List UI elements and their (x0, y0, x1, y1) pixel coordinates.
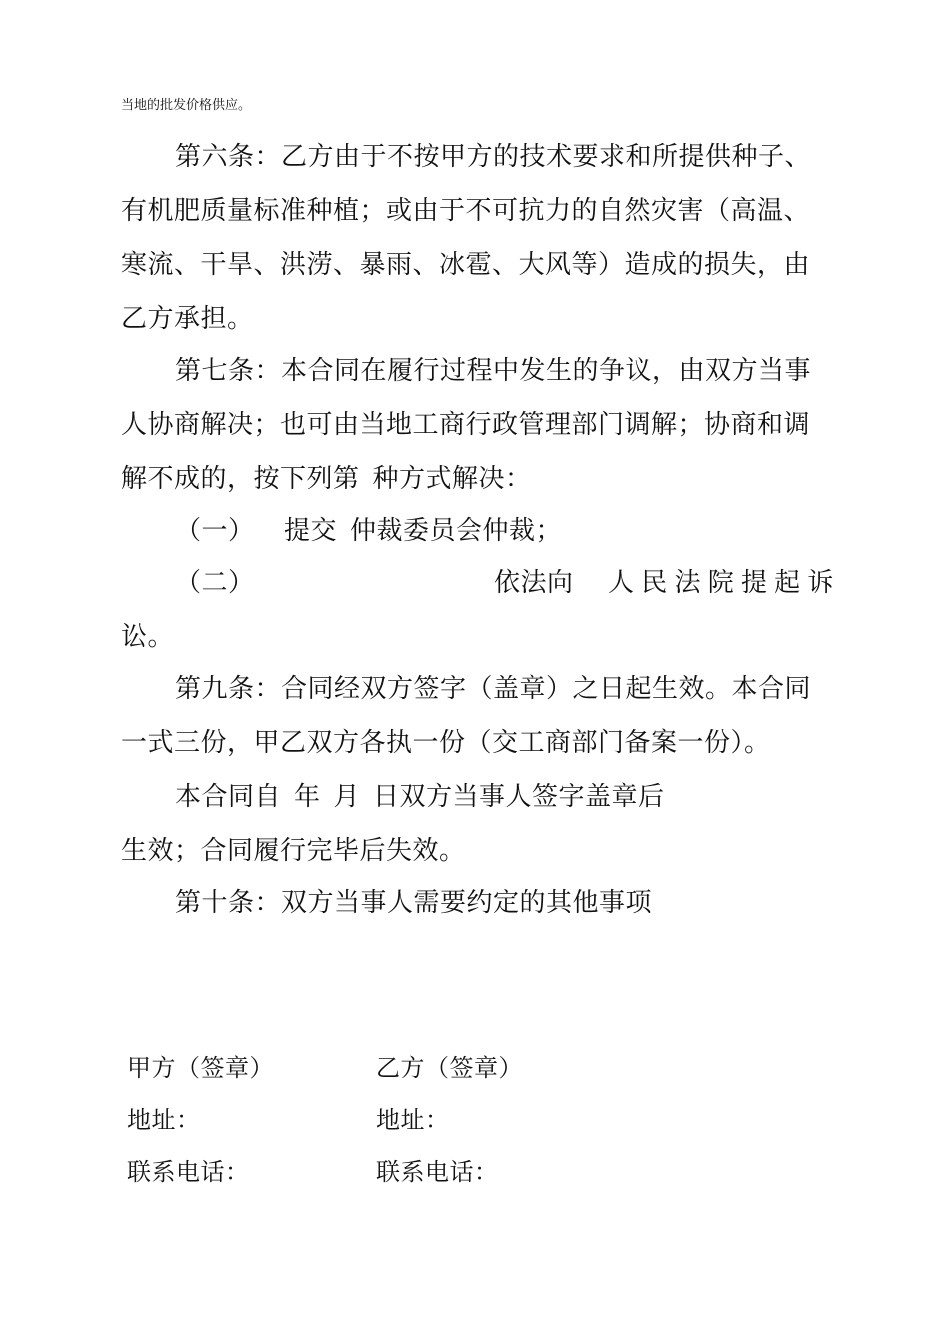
article6-line1: 第六条：乙方由于不按甲方的技术要求和所提供种子、 (175, 142, 812, 172)
option2-spread-text (608, 568, 834, 598)
article10-line1: 第十条：双方当事人需要约定的其他事项 (175, 888, 653, 918)
party-b-phone: 联系电话： (376, 1158, 499, 1186)
option2-char: 诉 (807, 568, 834, 598)
top-line: 当地的批发价格供应。 (121, 98, 252, 113)
option2-text-a: 依法向 (494, 568, 574, 598)
option2-continuation: 讼。 (121, 622, 175, 652)
article9-line2: 一式三份，甲乙双方各执一份（交工商部门备案一份）。 (121, 728, 771, 758)
effective-year: 年 (294, 782, 321, 812)
party-a-label: 甲方（签章） (127, 1054, 274, 1082)
party-b-address: 地址： (376, 1106, 450, 1134)
party-b-label: 乙方（签章） (376, 1054, 523, 1082)
article6-line3: 寒流、干旱、洪涝、暴雨、冰雹、大风等）造成的损失，由 (121, 250, 811, 280)
option1-text-a: 提交 (284, 516, 338, 546)
article6-line4: 乙方承担。 (121, 304, 254, 334)
option2-char: 民 (641, 568, 668, 598)
option2-char: 法 (674, 568, 701, 598)
effective-line1 (175, 782, 665, 812)
effective-part-d: 日双方当事人签字盖章后 (373, 782, 665, 812)
option1-number: （一） (175, 516, 255, 546)
option2-char: 提 (740, 568, 768, 598)
party-a-phone: 联系电话： (127, 1158, 250, 1186)
option2-number: （二） (175, 568, 255, 598)
effective-part-a: 本合同自 (175, 782, 282, 812)
option1-text-b: 仲裁委员会仲裁； (350, 516, 563, 546)
article9-line1: 第九条：合同经双方签字（盖章）之日起生效。本合同 (175, 674, 812, 704)
article7-line2: 人协商解决；也可由当地工商行政管理部门调解；协商和调 (121, 410, 811, 440)
option1-text (284, 516, 562, 546)
article7-line3 (121, 464, 532, 494)
article6-line2: 有机肥质量标准种植；或由于不可抗力的自然灾害（高温、 (121, 196, 811, 226)
article7-line1: 第七条：本合同在履行过程中发生的争议，由双方当事 (175, 356, 812, 386)
effective-month: 月 (333, 782, 361, 812)
option2-char: 人 (608, 568, 635, 598)
option2-char: 院 (707, 568, 735, 598)
option2-char: 起 (774, 568, 801, 598)
effective-line2: 生效；合同履行完毕后失效。 (121, 836, 466, 866)
article7-line3-part-a: 解不成的，按下列第 (121, 464, 360, 494)
article7-line3-part-b: 种方式解决： (372, 464, 532, 494)
party-a-address: 地址： (127, 1106, 201, 1134)
